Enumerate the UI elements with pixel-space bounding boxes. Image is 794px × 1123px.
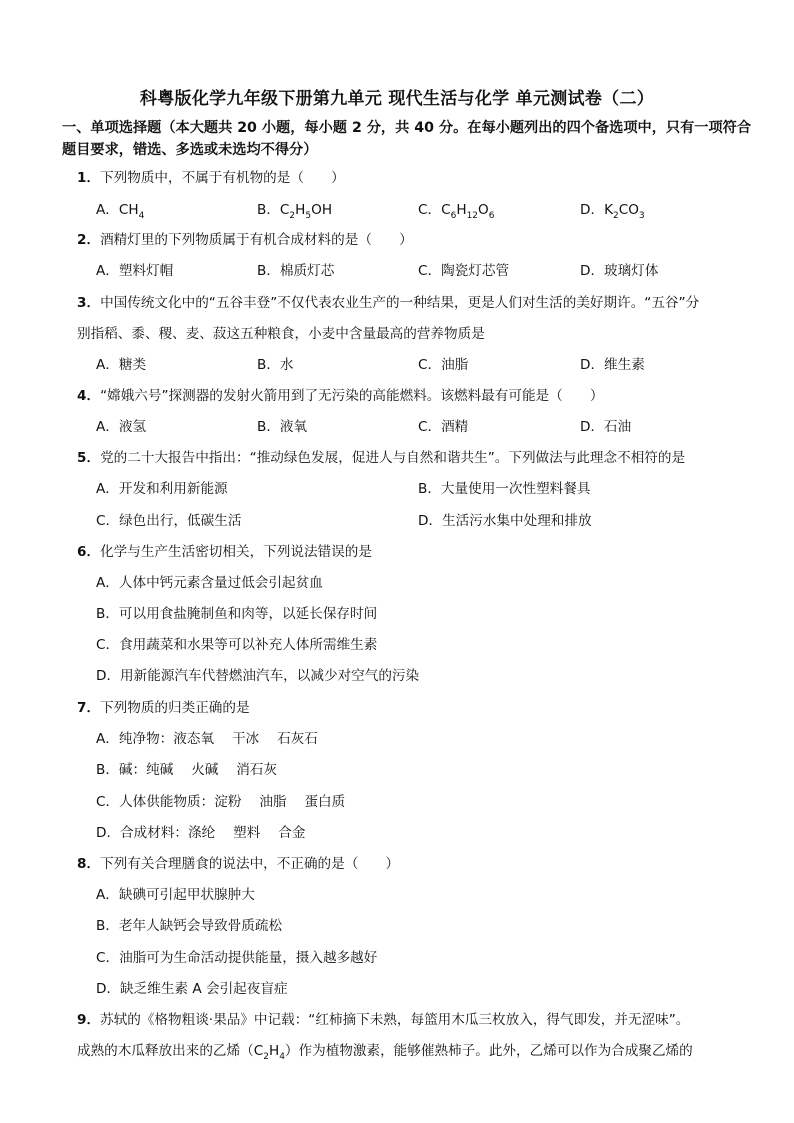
option-b: B．老年人缺钙会导致骨质疏松 (96, 918, 283, 934)
option-b: B．可以用食盐腌制鱼和肉等，以延长保存时间 (96, 606, 378, 622)
option-d: D．石油 (580, 419, 632, 435)
option-b: B．$C_2H_5OH$ (257, 202, 333, 221)
option-a: A．缺碘可引起甲状腺肿大 (96, 887, 255, 903)
option-d: D．$K_2CO_3$ (580, 202, 645, 221)
option-b: B．碱：纯碱 火碱 消石灰 (96, 762, 278, 778)
option-b: B．水 (257, 357, 294, 373)
question-3-continued: 别指稻、黍、稷、麦、菽这五种粮食，小麦中含量最高的营养物质是 (77, 326, 485, 342)
option-d: D．缺乏维生素 A 会引起夜盲症 (96, 981, 288, 997)
option-c: C．油脂 (418, 357, 469, 373)
option-a: A．糖类 (96, 357, 147, 373)
option-d: D．用新能源汽车代替燃油汽车，以减少对空气的污染 (96, 668, 420, 684)
option-a: A．$CH_4$ (96, 202, 145, 221)
question-number: 1． (77, 170, 101, 186)
question-7: 7．下列物质的归类正确的是 (77, 700, 250, 716)
question-9-continued: 成熟的木瓜释放出来的乙烯$(C_2H_4)$作为植物激素，能够催熟柿子。此外，乙烯可以作为合成聚乙烯的 (77, 1043, 693, 1062)
option-a: A．液氢 (96, 419, 147, 435)
option-d: D．维生素 (580, 357, 645, 373)
question-4: 4．“嫦娥六号”探测器的发射火箭用到了无污染的高能燃料。该燃料最有可能是（ ） (77, 388, 604, 404)
option-b: B．大量使用一次性塑料餐具 (418, 481, 591, 497)
option-c: C．人体供能物质：淀粉 油脂 蛋白质 (96, 794, 346, 810)
question-2: 2．酒精灯里的下列物质属于有机合成材料的是（ ） (77, 232, 413, 248)
page-title: 科粤版化学九年级下册第九单元 现代生活与化学 单元测试卷（二） (139, 89, 655, 109)
question-5: 5．党的二十大报告中指出：“推动绿色发展，促进人与自然和谐共生”。下列做法与此理念不相符的是 (77, 450, 686, 466)
question-6: 6．化学与生产生活密切相关，下列说法错误的是 (77, 544, 372, 560)
question-stem: 下列物质中，不属于有机物的是（ ） (100, 170, 345, 186)
question-3: 3．中国传统文化中的“五谷丰登”不仅代表农业生产的一种结果，更是人们对生活的美好期许。“五谷”分 (77, 295, 700, 311)
option-d: D．玻璃灯体 (580, 263, 659, 279)
option-b: B．液氧 (257, 419, 308, 435)
option-c: C．酒精 (418, 419, 469, 435)
option-c: C．绿色出行，低碳生活 (96, 513, 242, 529)
option-d: D．生活污水集中处理和排放 (418, 513, 592, 529)
question-8: 8．下列有关合理膳食的说法中，不正确的是（ ） (77, 856, 400, 872)
question-1 (77, 166, 345, 186)
option-a: A．人体中钙元素含量过低会引起贫血 (96, 575, 323, 591)
question-9: 9．苏轼的《格物粗谈·果品》中记载：“红柿摘下未熟，每篮用木瓜三枚放入，得气即发，并无涩味”。 (77, 1012, 690, 1028)
section-heading: 一、单项选择题（本大题共 20 小题，每小题 2 分，共 40 分。在每小题列出的四个备选项中，只有一项符合题目要求，错选、多选或未选均不得分） (62, 120, 752, 158)
option-c: C．油脂可为生命活动提供能量，摄入越多越好 (96, 950, 378, 966)
option-a: A．开发和利用新能源 (96, 481, 228, 497)
option-a: A．纯净物：液态氧 干冰 石灰石 (96, 731, 318, 747)
option-c: C．$C_6H_{12}O_6$ (418, 202, 495, 221)
option-c: C．食用蔬菜和水果等可以补充人体所需维生素 (96, 637, 378, 653)
option-c: C．陶瓷灯芯管 (418, 263, 510, 279)
option-a: A．塑料灯帽 (96, 263, 174, 279)
option-b: B．棉质灯芯 (257, 263, 335, 279)
option-d: D．合成材料：涤纶 塑料 合金 (96, 825, 306, 841)
